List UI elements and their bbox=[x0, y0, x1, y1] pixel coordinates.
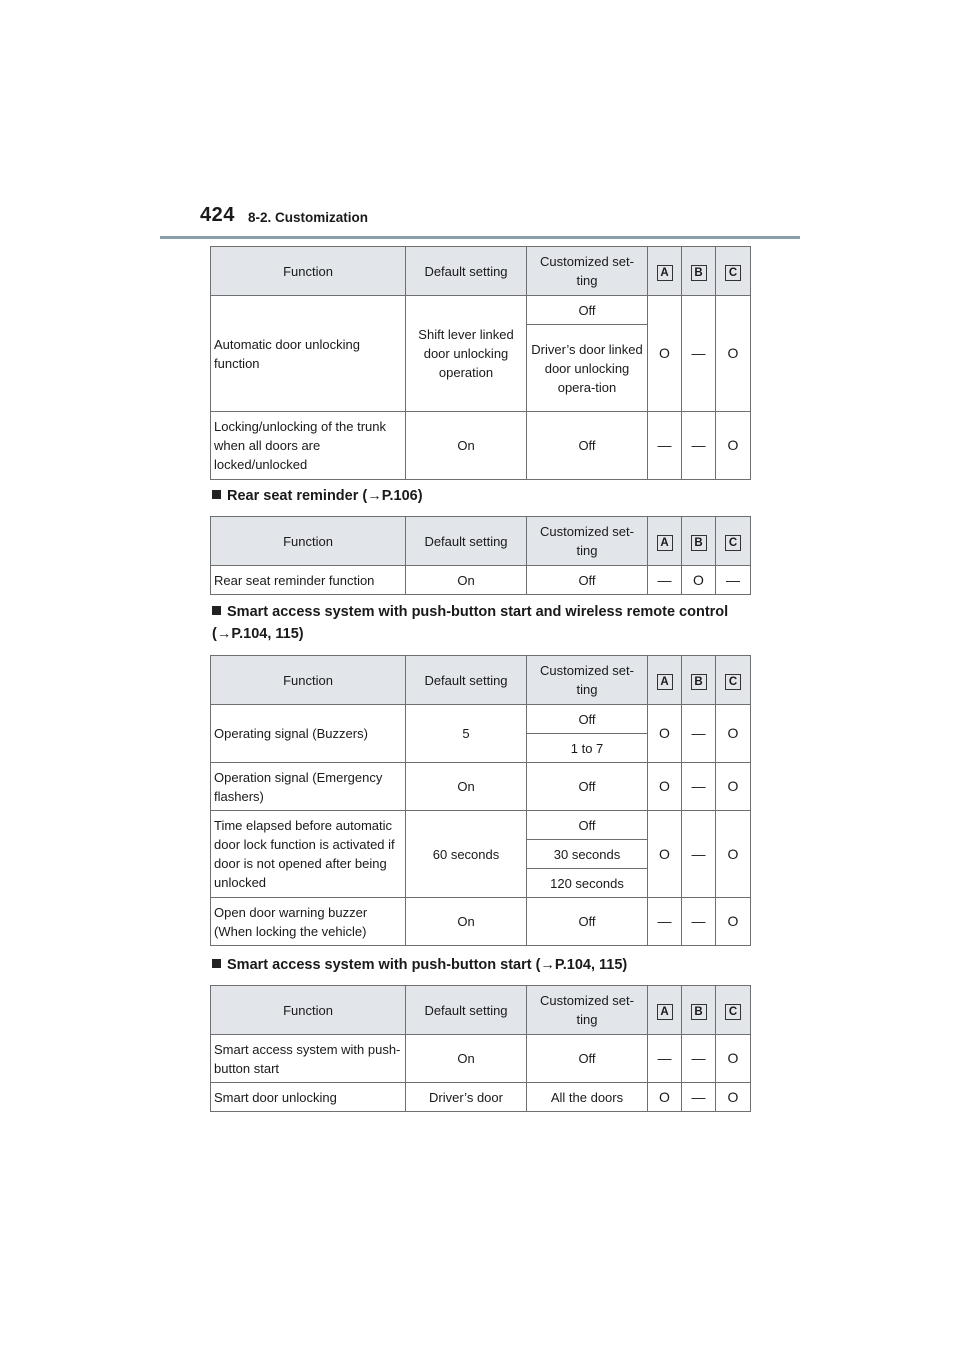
mark-c: O bbox=[716, 1035, 751, 1083]
cell-custom: All the doors bbox=[527, 1083, 648, 1112]
col-default: Default setting bbox=[406, 517, 527, 566]
badge-c: C bbox=[725, 265, 741, 281]
badge-b: B bbox=[691, 535, 707, 551]
cell-custom: Off bbox=[527, 1035, 648, 1083]
mark-b: — bbox=[682, 705, 716, 763]
mark-c: O bbox=[716, 412, 751, 480]
badge-a: A bbox=[657, 535, 673, 551]
mark-c: — bbox=[716, 566, 751, 595]
table-header-row bbox=[211, 517, 751, 566]
col-function: Function bbox=[211, 656, 406, 705]
cell-custom: Off bbox=[527, 412, 648, 480]
cell-custom: Driver’s door linked door unlocking opera-tion bbox=[527, 325, 648, 412]
cell-custom: Off bbox=[527, 705, 648, 734]
cell-custom: 30 seconds bbox=[527, 840, 648, 869]
mark-b: — bbox=[682, 763, 716, 811]
mark-c: O bbox=[716, 296, 751, 412]
section-heading: Smart access system with push-button start and wireless remote control (→P.104, 115) bbox=[212, 604, 729, 642]
table-row bbox=[211, 763, 751, 811]
badge-a: A bbox=[657, 265, 673, 281]
cell-default: On bbox=[406, 1035, 527, 1083]
cell-default: On bbox=[406, 566, 527, 595]
col-function: Function bbox=[211, 247, 406, 296]
badge-a: A bbox=[657, 674, 673, 690]
square-bullet-icon bbox=[212, 606, 221, 615]
col-default: Default setting bbox=[406, 656, 527, 705]
mark-b: — bbox=[682, 412, 716, 480]
mark-c: O bbox=[716, 898, 751, 946]
section-title: 8-2. Customization bbox=[248, 210, 369, 225]
table-rear-seat bbox=[210, 516, 751, 595]
col-default: Default setting bbox=[406, 986, 527, 1035]
cell-custom: 1 to 7 bbox=[527, 734, 648, 763]
mark-a: O bbox=[648, 705, 682, 763]
mark-c: O bbox=[716, 705, 751, 763]
mark-b: — bbox=[682, 296, 716, 412]
col-function: Function bbox=[211, 517, 406, 566]
cell-function: Open door warning buzzer (When locking the vehicle) bbox=[211, 898, 406, 946]
mark-a: — bbox=[648, 1035, 682, 1083]
cell-function: Locking/unlocking of the trunk when all doors are locked/unlocked bbox=[211, 412, 406, 480]
cell-function: Smart door unlocking bbox=[211, 1083, 406, 1112]
table-row bbox=[211, 705, 751, 734]
cell-function: Time elapsed before automatic door lock function is activated if door is not opened after being unlocked bbox=[211, 811, 406, 898]
cell-function: Smart access system with push-button start bbox=[211, 1035, 406, 1083]
cell-function: Operating signal (Buzzers) bbox=[211, 705, 406, 763]
mark-a: O bbox=[648, 763, 682, 811]
badge-a: A bbox=[657, 1004, 673, 1020]
badge-b: B bbox=[691, 1004, 707, 1020]
col-function: Function bbox=[211, 986, 406, 1035]
mark-c: O bbox=[716, 1083, 751, 1112]
page-header bbox=[160, 204, 800, 239]
mark-b: — bbox=[682, 811, 716, 898]
mark-a: — bbox=[648, 566, 682, 595]
cell-custom: Off bbox=[527, 898, 648, 946]
section-heading: Smart access system with push-button start (→P.104, 115) bbox=[212, 954, 627, 976]
table-row bbox=[211, 1083, 751, 1112]
table-door-unlocking bbox=[210, 246, 751, 480]
mark-a: O bbox=[648, 1083, 682, 1112]
table-row bbox=[211, 898, 751, 946]
table-header-row bbox=[211, 247, 751, 296]
table-header-row bbox=[211, 656, 751, 705]
cell-default: On bbox=[406, 412, 527, 480]
col-custom: Customized set-ting bbox=[527, 986, 648, 1035]
cell-custom: Off bbox=[527, 811, 648, 840]
col-custom: Customized set-ting bbox=[527, 247, 648, 296]
mark-c: O bbox=[716, 763, 751, 811]
cell-function: Operation signal (Emergency flashers) bbox=[211, 763, 406, 811]
mark-b: O bbox=[682, 566, 716, 595]
mark-b: — bbox=[682, 1035, 716, 1083]
cell-default: 5 bbox=[406, 705, 527, 763]
badge-b: B bbox=[691, 674, 707, 690]
mark-b: — bbox=[682, 1083, 716, 1112]
table-smart-access bbox=[210, 985, 751, 1112]
cell-default: On bbox=[406, 763, 527, 811]
cell-custom: Off bbox=[527, 763, 648, 811]
table-row bbox=[211, 811, 751, 840]
mark-a: — bbox=[648, 412, 682, 480]
cell-default: Driver’s door bbox=[406, 1083, 527, 1112]
col-default: Default setting bbox=[406, 247, 527, 296]
mark-c: O bbox=[716, 811, 751, 898]
page-number: 424 bbox=[200, 204, 235, 226]
section-heading: Rear seat reminder (→P.106) bbox=[212, 485, 423, 507]
table-header-row bbox=[211, 986, 751, 1035]
table-row bbox=[211, 566, 751, 595]
col-custom: Customized set-ting bbox=[527, 656, 648, 705]
table-row bbox=[211, 296, 751, 325]
badge-b: B bbox=[691, 265, 707, 281]
col-custom: Customized set-ting bbox=[527, 517, 648, 566]
square-bullet-icon bbox=[212, 490, 221, 499]
badge-c: C bbox=[725, 1004, 741, 1020]
badge-c: C bbox=[725, 674, 741, 690]
cell-function: Rear seat reminder function bbox=[211, 566, 406, 595]
cell-default: 60 seconds bbox=[406, 811, 527, 898]
table-smart-access-wireless bbox=[210, 655, 751, 946]
table-row bbox=[211, 412, 751, 480]
square-bullet-icon bbox=[212, 959, 221, 968]
mark-a: — bbox=[648, 898, 682, 946]
cell-custom: 120 seconds bbox=[527, 869, 648, 898]
table-row bbox=[211, 1035, 751, 1083]
mark-a: O bbox=[648, 296, 682, 412]
mark-b: — bbox=[682, 898, 716, 946]
cell-custom: Off bbox=[527, 296, 648, 325]
badge-c: C bbox=[725, 535, 741, 551]
cell-default: On bbox=[406, 898, 527, 946]
mark-a: O bbox=[648, 811, 682, 898]
cell-default: Shift lever linked door unlocking operation bbox=[406, 296, 527, 412]
cell-custom: Off bbox=[527, 566, 648, 595]
cell-function: Automatic door unlocking function bbox=[211, 296, 406, 412]
